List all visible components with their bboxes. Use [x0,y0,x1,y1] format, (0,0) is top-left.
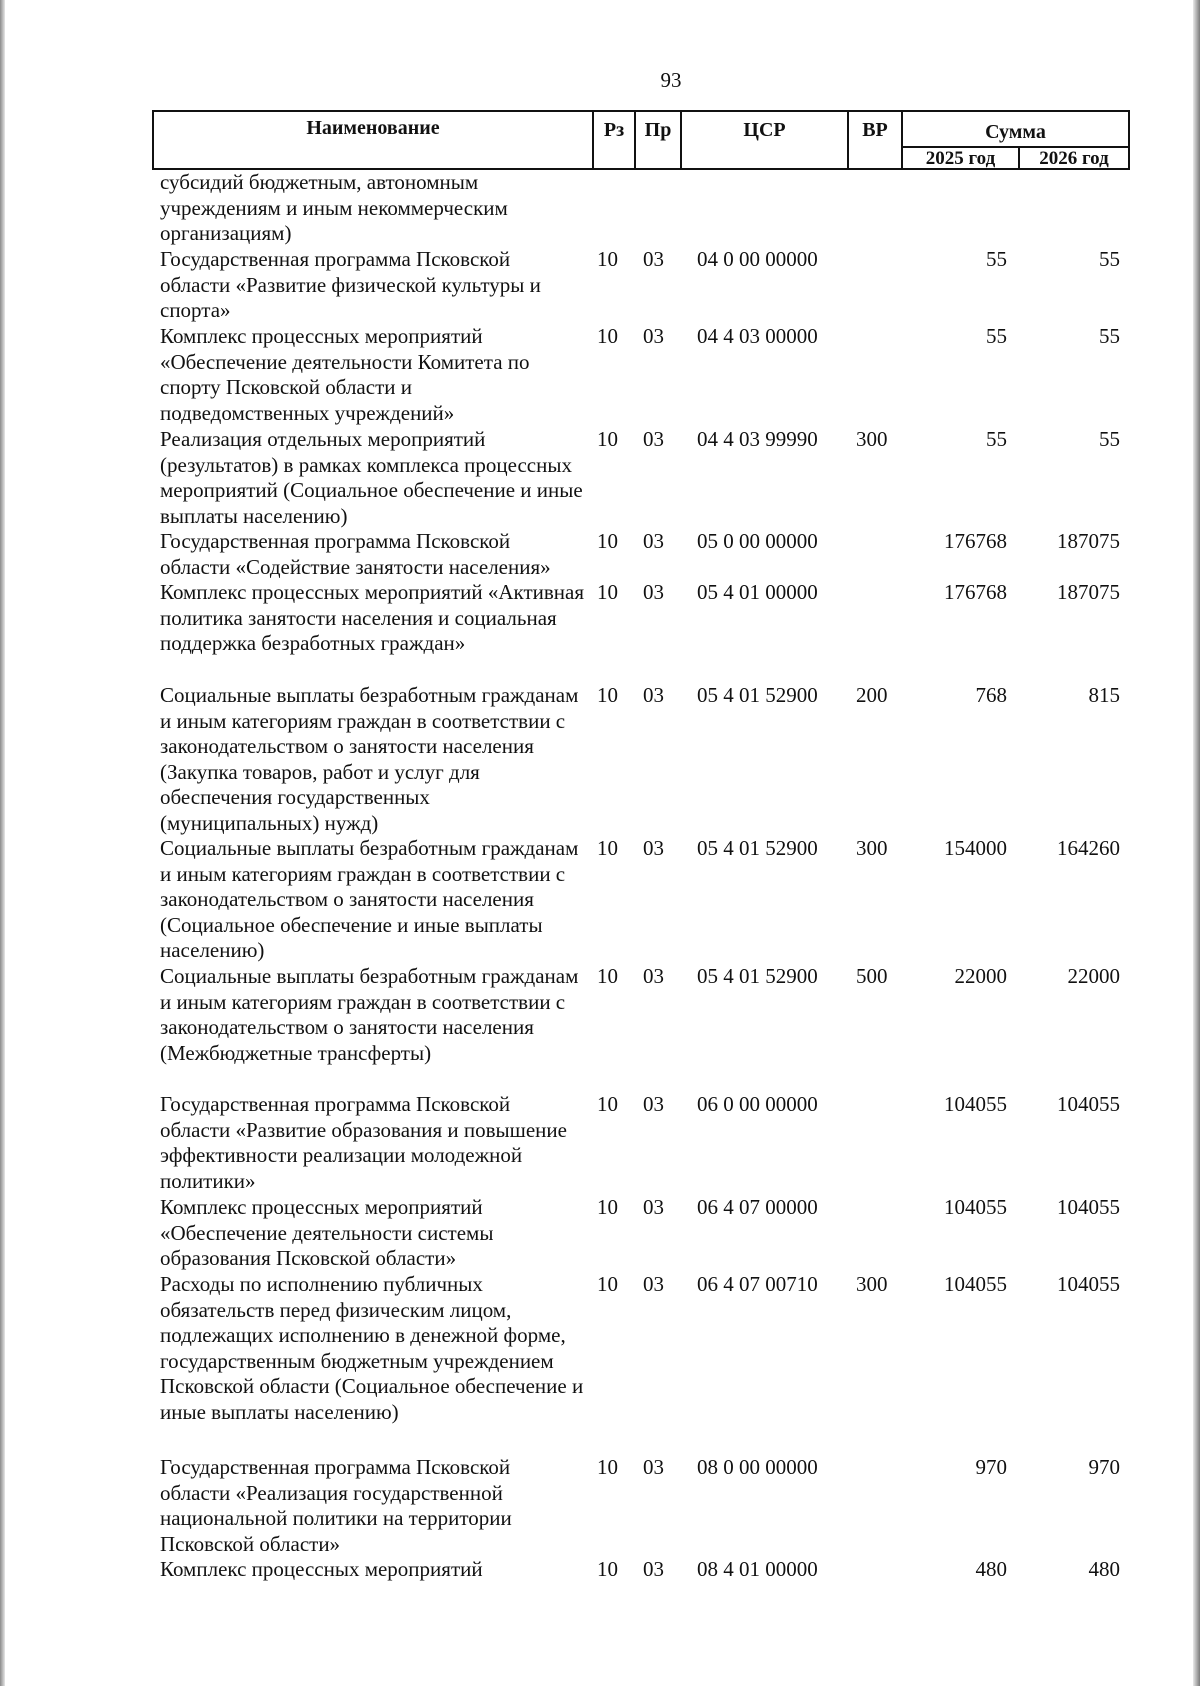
row-sum-2026: 104055 [1057,1272,1120,1296]
row-sum-2025: 154000 [944,836,1007,860]
row-csr: 05 4 01 52900 [697,964,818,988]
row-rz: 10 [597,324,618,348]
row-pr: 03 [643,1195,664,1219]
row-sum-2025: 176768 [944,529,1007,553]
page-number: 93 [660,68,682,92]
row-csr: 06 4 07 00000 [697,1195,818,1219]
header-right-border [1128,110,1130,170]
row-rz: 10 [597,1272,618,1296]
row-csr: 05 4 01 52900 [697,836,818,860]
row-rz: 10 [597,1557,618,1581]
row-name: Расходы по исполнению публичных обязательств перед физическим лицом, подлежащих исполнению в денежной форме, государственным бюджетным учреждением Псковской области (Социальное обеспечение и иные выплаты населению) [160,1272,584,1424]
row-name: Комплекс процессных мероприятий «Обеспечение деятельности системы образования Псковской области» [160,1195,494,1270]
row-vr: 200 [856,683,888,707]
row-sum-2026: 104055 [1057,1195,1120,1219]
row-pr: 03 [643,1092,664,1116]
header-top-border [152,110,1130,112]
row-sum-2025: 768 [975,683,1007,707]
row-sum-2025: 104055 [944,1092,1007,1116]
row-sum-2025: 55 [986,324,1007,348]
row-rz: 10 [597,1195,618,1219]
row-name: Реализация отдельных мероприятий (результатов) в рамках комплекса процессных мероприятий (Социальное обеспечение и иные выплаты населению) [160,427,583,528]
row-sum-2025: 55 [986,247,1007,271]
row-vr: 300 [856,427,888,451]
row-name: Комплекс процессных мероприятий «Активная политика занятости населения и социальная поддержка безработных граждан» [160,580,584,655]
row-csr: 04 4 03 00000 [697,324,818,348]
row-vr: 300 [856,836,888,860]
row-csr: 04 4 03 99990 [697,427,818,451]
row-rz: 10 [597,683,618,707]
row-csr: 05 4 01 00000 [697,580,818,604]
row-sum-2025: 55 [986,427,1007,451]
header-sum: Сумма [985,121,1046,143]
row-csr: 06 4 07 00710 [697,1272,818,1296]
row-sum-2026: 55 [1099,324,1120,348]
row-pr: 03 [643,683,664,707]
row-name: Государственная программа Псковской области «Развитие образования и повышение эффективности реализации молодежной политики» [160,1092,567,1193]
row-csr: 08 0 00 00000 [697,1455,818,1479]
row-sum-2026: 815 [1088,683,1120,707]
row-pr: 03 [643,247,664,271]
row-sum-2026: 187075 [1057,580,1120,604]
row-sum-2026: 22000 [1067,964,1120,988]
row-name: субсидий бюджетным, автономным учреждениям и иным некоммерческим организациям) [160,170,508,245]
row-rz: 10 [597,964,618,988]
row-rz: 10 [597,427,618,451]
row-pr: 03 [643,529,664,553]
row-sum-2026: 970 [1088,1455,1120,1479]
row-name: Комплекс процессных мероприятий «Обеспечение деятельности Комитета по спорту Псковской области и подведомственных учреждений» [160,324,530,425]
row-rz: 10 [597,1455,618,1479]
row-pr: 03 [643,1455,664,1479]
row-sum-2026: 480 [1088,1557,1120,1581]
row-vr: 500 [856,964,888,988]
header-year-2025: 2025 год [925,148,996,169]
row-csr: 08 4 01 00000 [697,1557,818,1581]
row-sum-2025: 22000 [954,964,1007,988]
row-name: Государственная программа Псковской области «Развитие физической культуры и спорта» [160,247,541,322]
row-sum-2025: 176768 [944,580,1007,604]
row-rz: 10 [597,836,618,860]
row-rz: 10 [597,247,618,271]
row-vr: 300 [856,1272,888,1296]
row-pr: 03 [643,324,664,348]
row-csr: 05 0 00 00000 [697,529,818,553]
row-sum-2026: 55 [1099,247,1120,271]
header-rz: Рз [603,119,625,141]
header-year-2026: 2026 год [1039,148,1109,169]
row-name: Государственная программа Псковской области «Реализация государственной национальной политики на территории Псковской области» [160,1455,512,1556]
row-rz: 10 [597,1092,618,1116]
row-sum-2026: 55 [1099,427,1120,451]
row-pr: 03 [643,580,664,604]
row-sum-2025: 104055 [944,1195,1007,1219]
header-name: Наименование [306,117,440,139]
scan-edge-left [0,0,5,1686]
row-sum-2025: 970 [975,1455,1007,1479]
header-csr: ЦСР [743,119,786,141]
scan-edge-right [1193,0,1200,1686]
row-pr: 03 [643,427,664,451]
row-sum-2025: 480 [975,1557,1007,1581]
row-csr: 04 0 00 00000 [697,247,818,271]
row-csr: 06 0 00 00000 [697,1092,818,1116]
row-pr: 03 [643,836,664,860]
row-sum-2026: 187075 [1057,529,1120,553]
row-name: Социальные выплаты безработным гражданам и иным категориям граждан в соответствии с законодательством о занятости населения (Закупка товаров, работ и услуг для обеспечения государственных (муниципальных) нужд) [160,683,579,835]
row-rz: 10 [597,529,618,553]
row-sum-2026: 104055 [1057,1092,1120,1116]
row-csr: 05 4 01 52900 [697,683,818,707]
header-vr: ВР [862,119,888,141]
row-name: Государственная программа Псковской области «Содействие занятости населения» [160,529,551,579]
row-pr: 03 [643,1557,664,1581]
row-name: Социальные выплаты безработным гражданам и иным категориям граждан в соответствии с законодательством о занятости населения (Межбюджетные трансферты) [160,964,579,1065]
row-sum-2025: 104055 [944,1272,1007,1296]
row-name: Комплекс процессных мероприятий [160,1557,483,1581]
row-sum-2026: 164260 [1057,836,1120,860]
row-pr: 03 [643,1272,664,1296]
row-rz: 10 [597,580,618,604]
header-pr: Пр [644,119,672,141]
row-pr: 03 [643,964,664,988]
row-name: Социальные выплаты безработным гражданам и иным категориям граждан в соответствии с законодательством о занятости населения (Социальное обеспечение и иные выплаты населению) [160,836,579,962]
